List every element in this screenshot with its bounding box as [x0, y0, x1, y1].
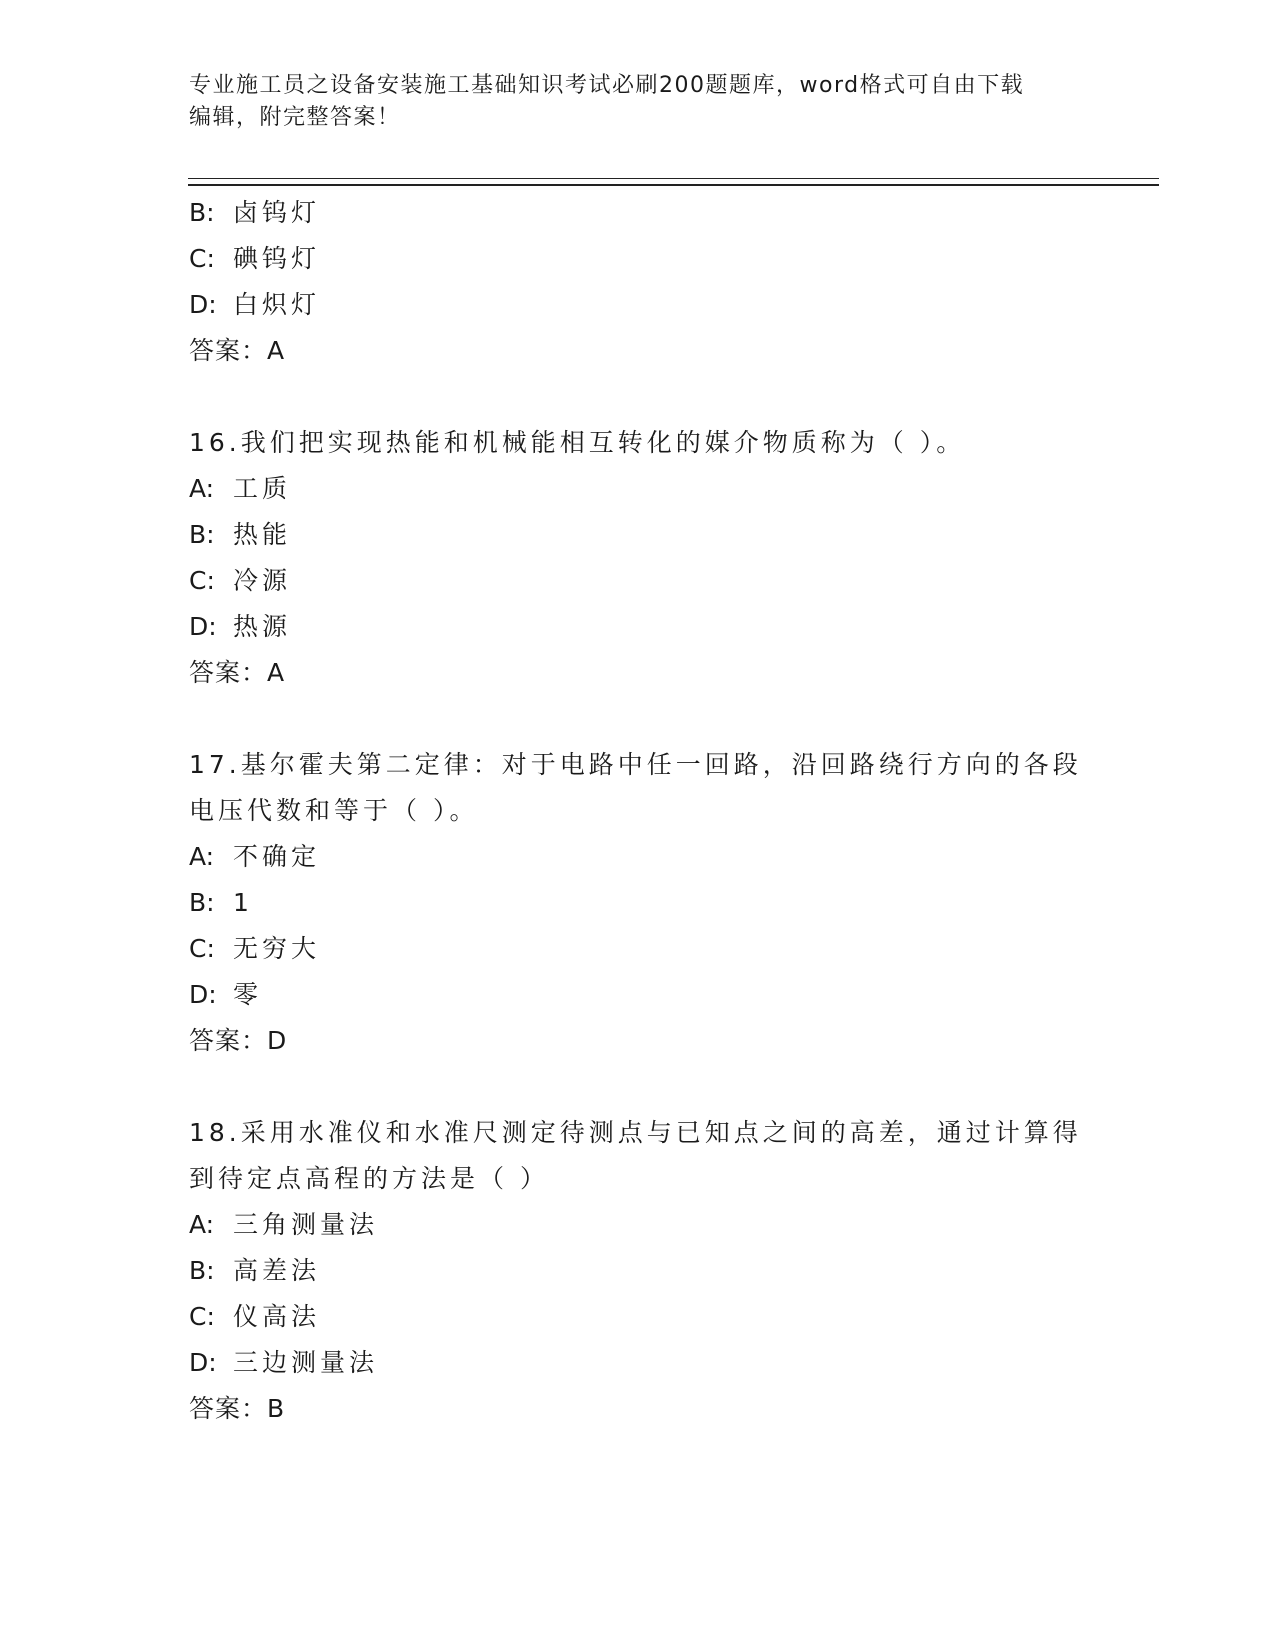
question-16	[189, 420, 1089, 696]
document-body	[189, 190, 1089, 1432]
option-c	[189, 236, 1089, 282]
option-text: 碘钨灯	[233, 244, 321, 273]
option-label: D:	[189, 612, 217, 641]
option-b	[189, 1248, 1089, 1294]
option-a	[189, 1202, 1089, 1248]
option-label: C:	[189, 1302, 215, 1331]
option-c	[189, 558, 1089, 604]
option-label: C:	[189, 934, 215, 963]
option-b	[189, 512, 1089, 558]
option-label: D:	[189, 1348, 217, 1377]
option-text: 三角测量法	[233, 1210, 379, 1239]
answer-line: 答案：D	[189, 1026, 288, 1055]
option-b	[189, 190, 1089, 236]
option-text: 1	[233, 888, 253, 917]
answer-line: 答案：B	[189, 1394, 286, 1423]
spacer	[189, 1064, 1089, 1110]
option-label: B:	[189, 1256, 215, 1285]
question-stem-line-1: 17.基尔霍夫第二定律：对于电路中任一回路，沿回路绕行方向的各段	[189, 750, 1082, 779]
question-stem: 16.我们把实现热能和机械能相互转化的媒介物质称为（ ）。	[189, 428, 966, 457]
option-d	[189, 1340, 1089, 1386]
spacer	[189, 374, 1089, 420]
option-b	[189, 880, 1089, 926]
option-d	[189, 972, 1089, 1018]
option-a	[189, 466, 1089, 512]
header-title-line-2: 编辑，附完整答案！	[189, 105, 401, 130]
option-text: 不确定	[233, 842, 321, 871]
option-d	[189, 604, 1089, 650]
option-c	[189, 1294, 1089, 1340]
option-label: A:	[189, 474, 215, 503]
question-stem-line-2: 电压代数和等于（ ）。	[189, 796, 479, 825]
option-label: B:	[189, 888, 215, 917]
option-label: C:	[189, 244, 215, 273]
answer-line: 答案：A	[189, 336, 286, 365]
option-text: 卤钨灯	[233, 198, 321, 227]
option-d	[189, 282, 1089, 328]
header-title-line-1: 专业施工员之设备安装施工基础知识考试必刷200题题库，word格式可自由下载	[189, 73, 1025, 98]
option-text: 无穷大	[233, 934, 321, 963]
option-text: 热源	[233, 612, 292, 641]
document-header	[189, 70, 1089, 134]
option-label: A:	[189, 842, 215, 871]
option-label: B:	[189, 520, 215, 549]
option-text: 工质	[233, 474, 292, 503]
option-text: 仪高法	[233, 1302, 321, 1331]
question-stem-line-2: 到待定点高程的方法是（ ）	[189, 1164, 549, 1193]
option-label: D:	[189, 980, 217, 1009]
question-17	[189, 742, 1089, 1064]
option-label: D:	[189, 290, 217, 319]
question-stem-line-1: 18.采用水准仪和水准尺测定待测点与已知点之间的高差，通过计算得	[189, 1118, 1082, 1147]
question-18	[189, 1110, 1089, 1432]
spacer	[189, 696, 1089, 742]
option-text: 白炽灯	[233, 290, 321, 319]
option-label: B:	[189, 198, 215, 227]
option-text: 高差法	[233, 1256, 321, 1285]
option-label: C:	[189, 566, 215, 595]
option-a	[189, 834, 1089, 880]
option-text: 冷源	[233, 566, 292, 595]
answer-line: 答案：A	[189, 658, 286, 687]
option-text: 热能	[233, 520, 292, 549]
option-c	[189, 926, 1089, 972]
option-text: 三边测量法	[233, 1348, 379, 1377]
option-text: 零	[233, 980, 263, 1009]
header-divider	[188, 178, 1159, 186]
question-15-tail	[189, 190, 1089, 374]
option-label: A:	[189, 1210, 215, 1239]
